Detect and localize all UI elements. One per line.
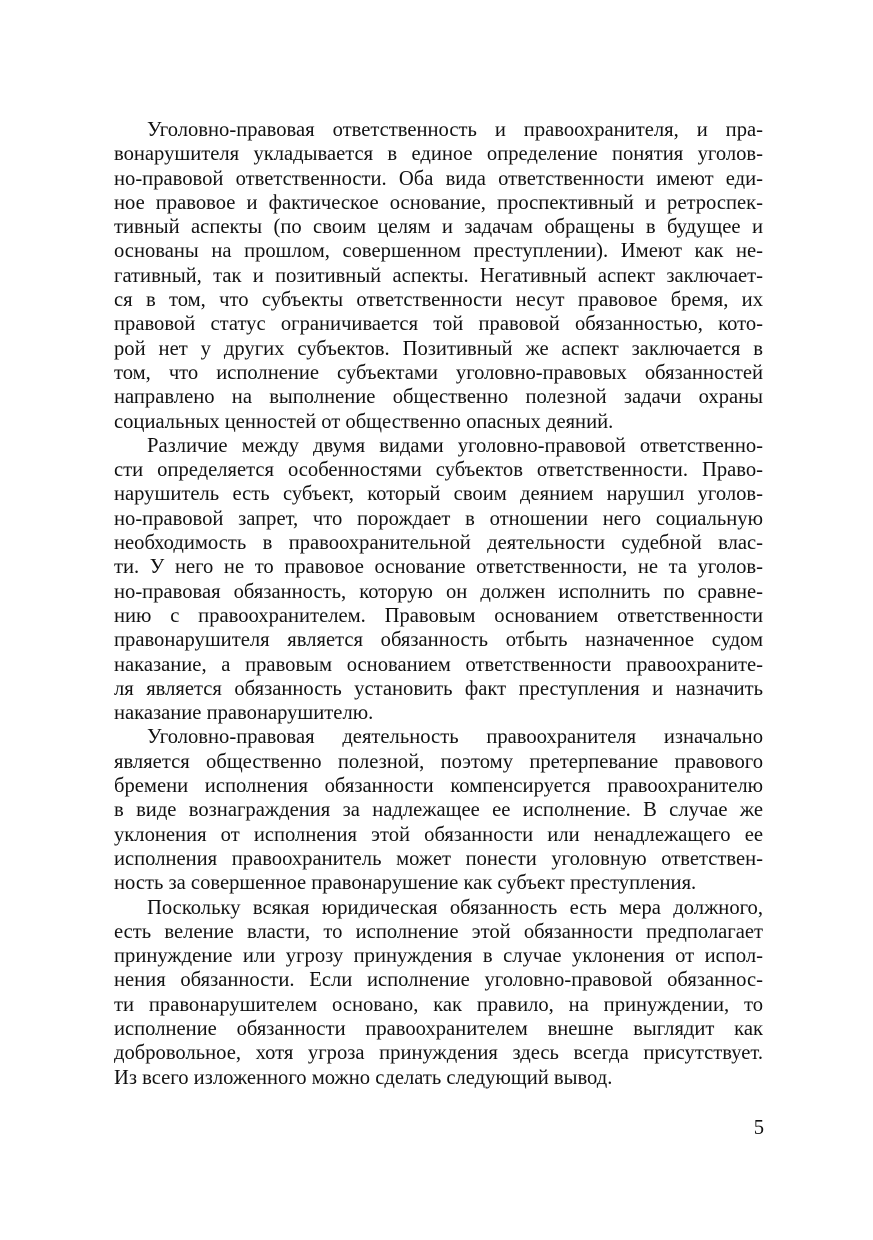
text-line: ти. У него не то правовое основание ответственности, не та уголов- (114, 556, 763, 579)
text-line: но-правовой запрет, что порождает в отношении него социальную (114, 507, 763, 530)
text-line: бремени исполнения обязанности компенсируется правоохранителю (114, 775, 763, 798)
text-line: рой нет у других субъектов. Позитивный же аспект заключается в (114, 337, 763, 360)
text-line: Поскольку всякая юридическая обязанность есть мера должного, (147, 896, 763, 919)
text-line: Уголовно-правовая ответственность и правоохранителя, и пра- (147, 119, 763, 141)
text-line: Различие между двумя видами уголовно-правовой ответственно- (147, 434, 763, 457)
text-line: уклонения от исполнения этой обязанности или ненадлежащего ее (114, 823, 763, 846)
text-line: социальных ценностей от общественно опасных деяний. (114, 410, 614, 433)
paragraph (114, 896, 763, 1090)
text-line: исполнения правоохранитель может понести уголовную ответствен- (114, 847, 763, 870)
text-line: ся в том, что субъекты ответственности несут правовое бремя, их (114, 289, 763, 312)
text-line: ное правовое и фактическое основание, проспективный и ретроспек- (114, 191, 763, 214)
text-line: необходимость в правоохранительной деятельности судебной влас- (114, 532, 763, 555)
body-text (114, 118, 763, 1090)
text-line: принуждение или угрозу принуждения в случае уклонения от испол- (114, 945, 763, 968)
text-line: основаны на прошлом, совершенном преступлении). Имеют как не- (114, 240, 763, 263)
text-line: ти правонарушителем основано, как правило, на принуждении, то (114, 993, 763, 1016)
text-line: нения обязанности. Если исполнение уголовно-правовой обязаннос- (114, 969, 763, 992)
text-line: но-правовая обязанность, которую он должен исполнить по сравне- (114, 580, 763, 603)
text-line: сти определяется особенностями субъектов ответственности. Право- (114, 459, 763, 482)
paragraph (114, 118, 763, 434)
text-line: но-правовой ответственности. Оба вида ответственности имеют еди- (114, 167, 763, 190)
text-line: Из всего изложенного можно сделать следующий вывод. (114, 1066, 613, 1089)
text-line: Уголовно-правовая деятельность правоохранителя изначально (147, 726, 763, 749)
text-line: правовой статус ограничивается той правовой обязанностью, кото- (114, 313, 763, 336)
text-line: нию с правоохранителем. Правовым основанием ответственности (114, 604, 763, 627)
text-line: ность за совершенное правонарушение как субъект преступления. (114, 872, 697, 895)
page-number: 5 (753, 1117, 764, 1139)
text-line: тивный аспекты (по своим целям и задачам обращены в будущее и (114, 216, 763, 239)
text-line: добровольное, хотя угроза принуждения здесь всегда присутствует. (114, 1042, 763, 1065)
text-line: ля является обязанность установить факт преступления и назначить (114, 677, 763, 700)
text-line: направлено на выполнение общественно полезной задачи охраны (114, 386, 763, 409)
text-line: есть веление власти, то исполнение этой обязанности предполагает (114, 920, 763, 943)
text-line: наказание, а правовым основанием ответственности правоохраните- (114, 653, 763, 676)
text-line: вонарушителя укладывается в единое определение понятия уголов- (114, 143, 763, 166)
text-line: правонарушителя является обязанность отбыть назначенное судом (114, 629, 763, 652)
text-line: наказание правонарушителю. (114, 702, 374, 725)
text-line: исполнение обязанности правоохранителем внешне выглядит как (114, 1017, 763, 1040)
text-line: том, что исполнение субъектами уголовно-правовых обязанностей (114, 361, 763, 384)
paragraph (114, 725, 763, 895)
text-line: является общественно полезной, поэтому претерпевание правового (114, 750, 763, 773)
text-line: в виде вознаграждения за надлежащее ее исполнение. В случае же (114, 799, 763, 822)
text-line: нарушитель есть субъект, который своим деянием нарушил уголов- (114, 483, 763, 506)
paragraph (114, 434, 763, 726)
text-line: гативный, так и позитивный аспекты. Негативный аспект заключает- (114, 264, 763, 287)
